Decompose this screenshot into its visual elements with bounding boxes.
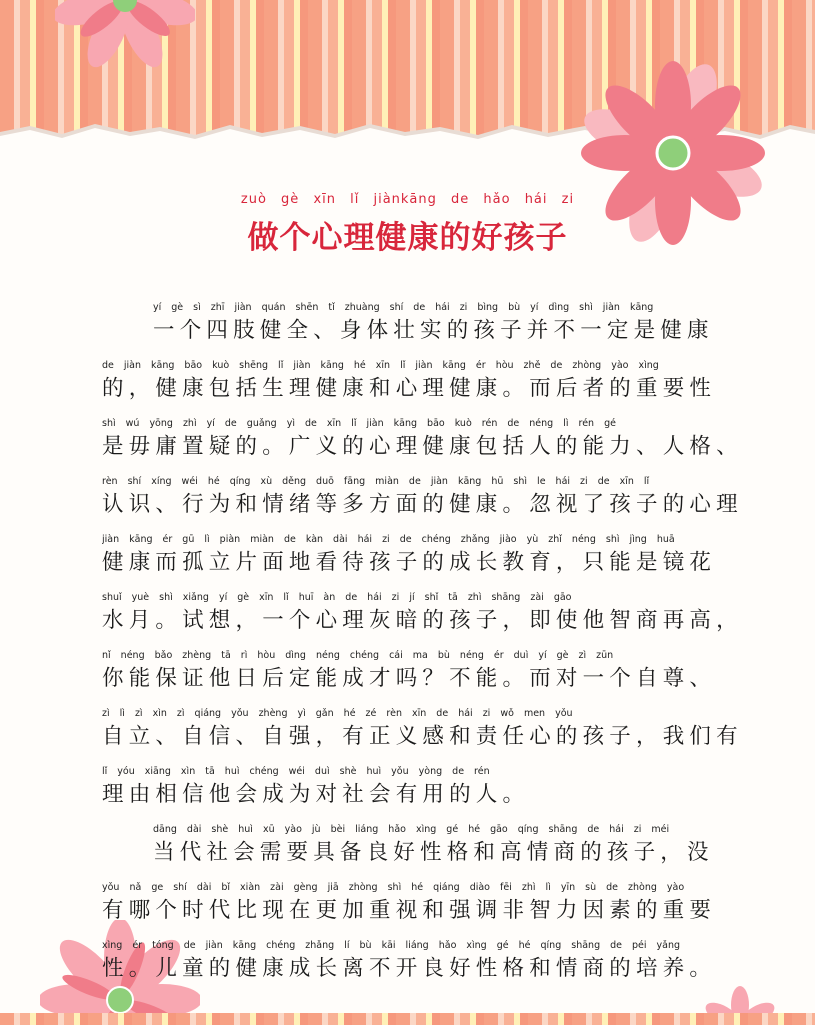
hanzi-text: 认识、行为和情绪等多方面的健康。忽视了孩子的心理 [102,492,743,517]
hanzi-text: 当代社会需要具备良好性格和高情商的孩子，没 [153,840,714,865]
striped-footer-background [0,1013,815,1025]
hanzi-text: 理由相信他会成为对社会有用的人。 [102,782,530,807]
text-line [102,764,727,822]
text-line [102,532,727,590]
pinyin-annotation: jiàn kāng ér gū lì piàn miàn de kàn dài hái zi de chéng zhǎng jiào yù zhǐ néng shì jìng huā [102,534,675,545]
pinyin-annotation: shuǐ yuè shì xiǎng yí gè xīn lǐ huī àn de hái zi jí shǐ tā zhì shāng zài gāo [102,592,572,603]
text-line [102,590,743,648]
hanzi-text: 有哪个时代比现在更加重视和强调非智力因素的重要 [102,898,717,923]
hanzi-text: 水月。试想，一个心理灰暗的孩子，即使他智商再高， [102,608,743,633]
article-body [102,300,743,996]
text-line [102,300,727,358]
hanzi-text: 一个四肢健全、身体壮实的孩子并不一定是健康 [153,318,714,343]
hanzi-text: 的，健康包括生理健康和心理健康。而后者的重要性 [102,376,717,401]
pinyin-annotation: lǐ yóu xiāng xìn tā huì chéng wéi duì shè huì yǒu yòng de rén [102,766,490,777]
pinyin-annotation: rèn shí xíng wéi hé qíng xù děng duō fāng miàn de jiàn kāng hū shì le hái zi de xīn lǐ [102,476,650,487]
hanzi-text: 自立、自信、自强，有正义感和责任心的孩子，我们有 [102,724,743,749]
pinyin-annotation: shì wú yōng zhì yí de guǎng yì de xīn lǐ jiàn kāng bāo kuò rén de néng lì rén gé [102,418,616,429]
text-line [102,358,727,416]
hanzi-text: 你能保证他日后定能成才吗？不能。而对一个自尊、 [102,666,717,691]
pinyin-annotation: dāng dài shè huì xū yào jù bèi liáng hǎo xìng gé hé gāo qíng shāng de hái zi méi [153,824,670,835]
pinyin-annotation: de jiàn kāng bāo kuò shēng lǐ jiàn kāng hé xīn lǐ jiàn kāng ér hòu zhě de zhòng yào xìng [102,360,659,371]
text-line [102,474,743,532]
flower-top-left-decoration [55,0,195,70]
pinyin-annotation: xìng ér tóng de jiàn kāng chéng zhǎng lí bù kāi liáng hǎo xìng gé hé qíng shāng de péi yǎng [102,940,681,951]
hanzi-text: 性。儿童的健康成长离不开良好性格和情商的培养。 [102,956,717,981]
pinyin-annotation: zì lì zì xìn zì qiáng yǒu zhèng yì gǎn hé zé rèn xīn de hái zi wǒ men yǒu [102,708,573,719]
text-line [102,706,743,764]
hanzi-text: 是毋庸置疑的。广义的心理健康包括人的能力、人格、 [102,434,743,459]
title-block [0,192,815,257]
pinyin-annotation: yǒu nǎ ge shí dài bǐ xiàn zài gèng jiā zhòng shì hé qiáng diào fēi zhì lì yīn sù de zhòng yào [102,882,685,893]
pinyin-annotation: nǐ néng bǎo zhèng tā rì hòu dìng néng chéng cái ma bù néng ér duì yí gè zì zūn [102,650,614,661]
text-line [102,416,743,474]
text-line [102,648,727,706]
pinyin-annotation: yí gè sì zhī jiàn quán shēn tǐ zhuàng shí de hái zi bìng bù yí dìng shì jiàn kāng [153,302,654,313]
text-line [102,880,727,938]
text-line [102,822,727,880]
text-line [102,938,727,996]
title-pinyin: zuò gè xīn lǐ jiànkāng de hǎo hái zi [240,192,575,207]
page-title: 做个心理健康的好孩子 [247,220,568,256]
hanzi-text: 健康而孤立片面地看待孩子的成长教育，只能是镜花 [102,550,717,575]
